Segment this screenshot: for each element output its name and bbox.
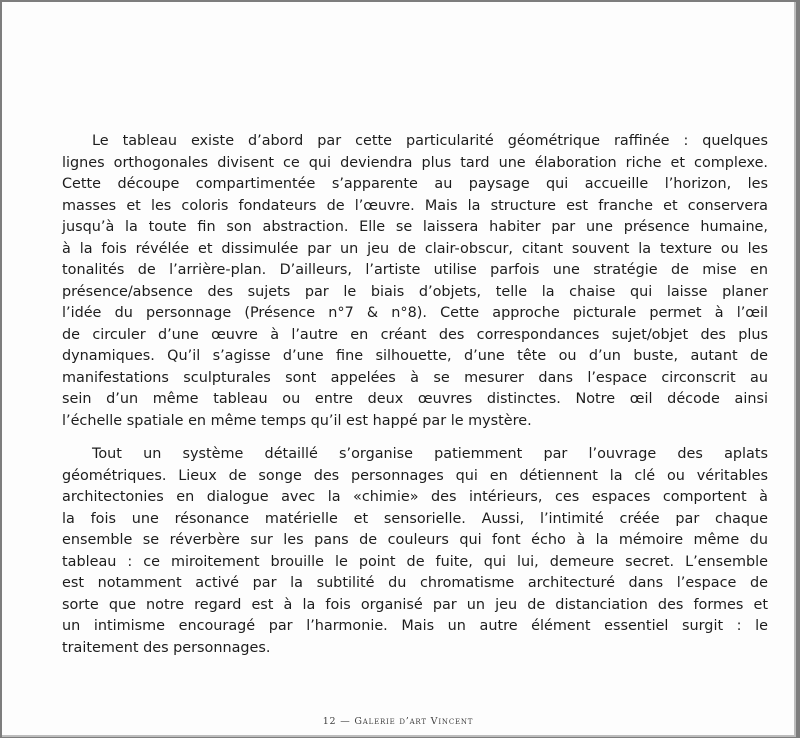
paragraph-line: manifestations sculpturales sont appelées à se mesurer dans l’espace circonscrit au [62, 369, 768, 386]
paragraph-line: à la fois révélée et dissimulée par un jeu de clair-obscur, citant souvent la texture ou les [62, 240, 768, 257]
paragraph-line: architectonies en dialogue avec la «chimie» des intérieurs, ces espaces comportent à [62, 489, 768, 505]
paragraph-line: sein d’un même tableau ou entre deux œuvres distinctes. Notre œil décode ainsi [62, 391, 768, 407]
paragraph-line: la fois une résonance matérielle et sensorielle. Aussi, l’intimité créée par chaque [62, 510, 768, 527]
paragraph-line: de circuler d’une œuvre à l’autre en créant des correspondances sujet/objet des plus [62, 326, 768, 343]
paragraph-line: l’idée du personnage (Présence n°7 & n°8). Cette approche picturale permet à l’œil [62, 305, 768, 321]
paragraph-line: tonalités de l’arrière-plan. D’ailleurs, l’artiste utilise parfois une stratégie de mise en [62, 262, 768, 278]
paragraph-line: Tout un système détaillé s’organise patiemment par l’ouvrage des aplats [92, 446, 768, 462]
paragraph-line: lignes orthogonales divisent ce qui deviendra plus tard une élaboration riche et complexe. [62, 154, 768, 171]
paragraph-line: présence/absence des sujets par le biais d’objets, telle la chaise qui laisse planer [62, 283, 768, 300]
body-text [62, 131, 768, 659]
paragraph-line: Le tableau existe d’abord par cette particularité géométrique raffinée : quelques [92, 133, 768, 149]
paragraph-line: géométriques. Lieux de songe des personnages qui en détiennent la clé ou véritables [62, 467, 768, 484]
paragraph-1 [62, 131, 768, 432]
paragraph-line: Cette découpe compartimentée s’apparente au paysage qui accueille l’horizon, les [62, 176, 768, 192]
paragraph-line: dynamiques. Qu’il s’agisse d’une fine silhouette, d’une tête ou d’un buste, autant de [62, 348, 768, 364]
paragraph-line: sorte que notre regard est à la fois organisé par un jeu de distanciation des formes et [62, 596, 768, 613]
page-footer [2, 716, 794, 727]
paragraph-line: est notamment activé par la subtilité du chromatisme architecturé dans l’espace de [62, 575, 768, 591]
paragraph-line: traitement des personnages. [62, 639, 271, 656]
publication-title: Galerie d’art Vincent [354, 716, 474, 727]
paragraph-line: un intimisme encouragé par l’harmonie. Mais un autre élément essentiel surgit : le [62, 618, 768, 634]
document-page [2, 2, 796, 737]
paragraph-line: l’échelle spatiale en même temps qu’il est happé par le mystère. [62, 412, 532, 429]
paragraph-line: ensemble se réverbère sur les pans de couleurs qui font écho à la mémoire même du [62, 532, 768, 548]
paragraph-line: masses et les coloris fondateurs de l’œuvre. Mais la structure est franche et conservera [62, 197, 768, 214]
paragraph-2 [62, 444, 768, 659]
footer-separator: — [340, 716, 351, 727]
paragraph-line: jusqu’à la toute fin son abstraction. Elle se laissera habiter par une présence humaine, [62, 219, 768, 235]
page-number: 12 [322, 716, 337, 727]
paragraph-line: tableau : ce miroitement brouille le point de fuite, qui lui, demeure secret. L’ensemble [62, 553, 768, 570]
